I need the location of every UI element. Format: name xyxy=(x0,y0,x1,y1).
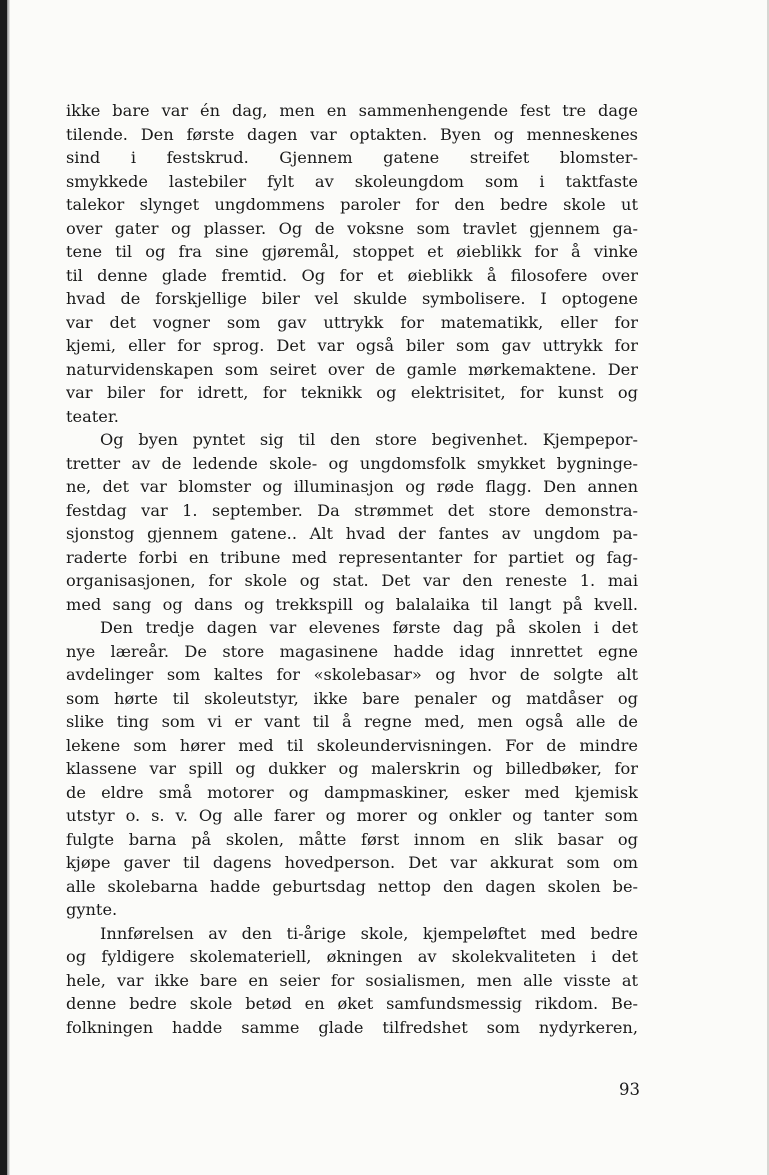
text-line: teater. xyxy=(66,406,119,426)
scan-edge-gradient xyxy=(7,0,10,1175)
text-line: nye læreår. De store magasinene hadde idag innrettet egne xyxy=(66,641,638,661)
body-text xyxy=(66,99,638,1039)
text-line: og fyldigere skolemateriell, økningen av skolekvaliteten i det xyxy=(66,947,638,966)
text-line: ne, det var blomster og illuminasjon og røde flagg. Den annen xyxy=(66,477,638,496)
text-line: slike ting som vi er vant til å regne med, men også alle de xyxy=(66,712,638,731)
text-line: var det vogner som gav uttrykk for matematikk, eller for xyxy=(66,312,638,332)
text-line: hele, var ikke bare en seier for sosialismen, men alle visste at xyxy=(66,970,638,990)
text-line: lekene som hører med til skoleundervisningen. For de mindre xyxy=(66,735,638,755)
text-line: raderte forbi en tribune med representanter for partiet og fag- xyxy=(66,547,638,567)
text-line: Den tredje dagen var elevenes første dag på skolen i det xyxy=(100,618,638,637)
text-line: folkningen hadde samme glade tilfredshet som nydyrkeren, xyxy=(66,1017,638,1037)
text-line: som hørte til skoleutstyr, ikke bare penaler og matdåser og xyxy=(66,688,638,708)
text-line: festdag var 1. september. Da strømmet det store demonstra- xyxy=(66,500,638,520)
text-line: organisasjonen, for skole og stat. Det var den reneste 1. mai xyxy=(66,571,638,590)
page-number: 93 xyxy=(619,1080,640,1099)
scan-edge-shadow xyxy=(0,0,7,1175)
text-line: sjonstog gjennem gatene.. Alt hvad der fantes av ungdom pa- xyxy=(66,524,638,543)
text-line: denne bedre skole betød en øket samfundsmessig rikdom. Be- xyxy=(66,994,638,1013)
text-line: Innførelsen av den ti-årige skole, kjempeløftet med bedre xyxy=(100,923,638,943)
text-line: tilende. Den første dagen var optakten. Byen og menneskenes xyxy=(66,124,638,144)
text-line: talekor slynget ungdommens paroler for den bedre skole ut xyxy=(66,195,638,214)
text-line: alle skolebarna hadde geburtsdag nettop den dagen skolen be- xyxy=(66,876,638,896)
text-line: avdelinger som kaltes for «skolebasar» og hvor de solgte alt xyxy=(66,665,638,684)
text-line: hvad de forskjellige biler vel skulde symbolisere. I optogene xyxy=(66,289,638,308)
text-line: fulgte barna på skolen, måtte først innom en slik basar og xyxy=(66,829,638,849)
text-line: kjemi, eller for sprog. Det var også biler som gav uttrykk for xyxy=(66,336,638,355)
text-line: over gater og plasser. Og de voksne som travlet gjennem ga- xyxy=(66,218,638,238)
text-line: utstyr o. s. v. Og alle farer og morer og onkler og tanter som xyxy=(66,806,638,825)
text-line: var biler for idrett, for teknikk og elektrisitet, for kunst og xyxy=(66,383,638,402)
text-line: tretter av de ledende skole- og ungdomsfolk smykket bygninge- xyxy=(66,453,638,473)
text-line: naturvidenskapen som seiret over de gamle mørkemaktene. Der xyxy=(66,359,638,379)
text-line: tene til og fra sine gjøremål, stoppet et øieblikk for å vinke xyxy=(66,242,638,261)
text-line: de eldre små motorer og dampmaskiner, esker med kjemisk xyxy=(66,782,638,802)
text-line: til denne glade fremtid. Og for et øieblikk å filosofere over xyxy=(66,265,638,285)
text-line: med sang og dans og trekkspill og balalaika til langt på kvell. xyxy=(66,594,638,614)
text-line: smykkede lastebiler fylt av skoleungdom som i taktfaste xyxy=(66,171,638,191)
text-line: gynte. xyxy=(66,900,118,919)
text-line: Og byen pyntet sig til den store begivenhet. Kjempepor- xyxy=(100,430,638,449)
text-line: klassene var spill og dukker og malerskrin og billedbøker, for xyxy=(66,759,638,778)
text-line: kjøpe gaver til dagens hovedperson. Det var akkurat som om xyxy=(66,853,638,872)
text-line: ikke bare var én dag, men en sammenhengende fest tre dage xyxy=(66,101,638,120)
text-line: sind i festskrud. Gjennem gatene streifet blomster- xyxy=(66,148,638,167)
